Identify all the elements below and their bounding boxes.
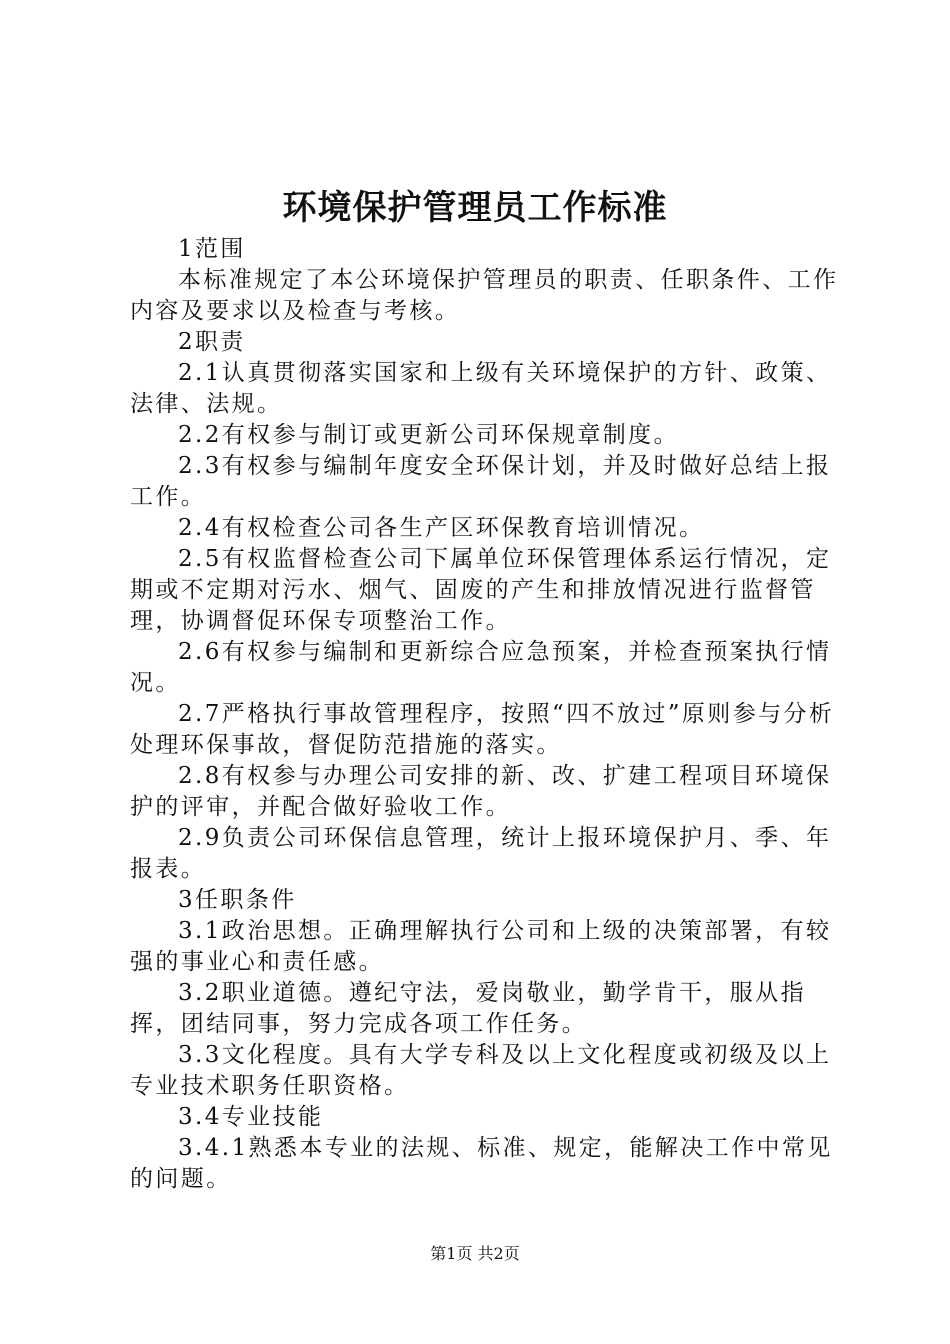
page-footer: 第1页 共2页 (430, 1244, 520, 1263)
paragraph-duty-2-7: 2.7严格执行事故管理程序，按照“四不放过”原则参与分析处理环保事故，督促防范措施的落实。 (130, 701, 835, 758)
paragraph-qualification-3-2: 3.2职业道德。遵纪守法，爱岗敬业，勤学肯干，服从指挥，团结同事，努力完成各项工作任务。 (130, 980, 806, 1037)
section-heading-duties: 2职责 (178, 329, 246, 355)
document-title: 环境保护管理员工作标准 (282, 188, 668, 228)
paragraph-scope-text: 本标准规定了本公环境保护管理员的职责、任职条件、工作内容及要求以及检查与考核。 (130, 267, 839, 324)
paragraph-qualification-3-4-1: 3.4.1熟悉本专业的法规、标准、规定，能解决工作中常见的问题。 (130, 1135, 833, 1192)
paragraph-qualification-3-1: 3.1政治思想。正确理解执行公司和上级的决策部署，有较强的事业心和责任感。 (130, 918, 832, 975)
paragraph-qualification-3-4: 3.4专业技能 (178, 1104, 324, 1130)
section-heading-qualifications: 3任职条件 (178, 887, 297, 913)
paragraph-duty-2-2: 2.2有权参与制订或更新公司环保规章制度。 (178, 422, 679, 448)
paragraph-qualification-3-3: 3.3文化程度。具有大学专科及以上文化程度或初级及以上专业技术职务任职资格。 (130, 1042, 832, 1099)
paragraph-duty-2-4: 2.4有权检查公司各生产区环保教育培训情况。 (178, 515, 705, 541)
paragraph-duty-2-8: 2.8有权参与办理公司安排的新、改、扩建工程项目环境保护的评审，并配合做好验收工作。 (130, 763, 832, 820)
paragraph-duty-2-6: 2.6有权参与编制和更新综合应急预案，并检查预案执行情况。 (130, 639, 832, 696)
paragraph-duty-2-3: 2.3有权参与编制年度安全环保计划，并及时做好总结上报工作。 (130, 453, 832, 510)
section-heading-scope: 1范围 (178, 236, 246, 262)
paragraph-duty-2-9: 2.9负责公司环保信息管理，统计上报环境保护月、季、年报表。 (130, 825, 832, 882)
document-body (130, 234, 840, 1195)
paragraph-duty-2-1: 2.1认真贯彻落实国家和上级有关环境保护的方针、政策、法律、法规。 (130, 360, 832, 417)
paragraph-duty-2-5: 2.5有权监督检查公司下属单位环保管理体系运行情况，定期或不定期对污水、烟气、固废的产生和排放情况进行监督管理，协调督促环保专项整治工作。 (130, 546, 832, 634)
